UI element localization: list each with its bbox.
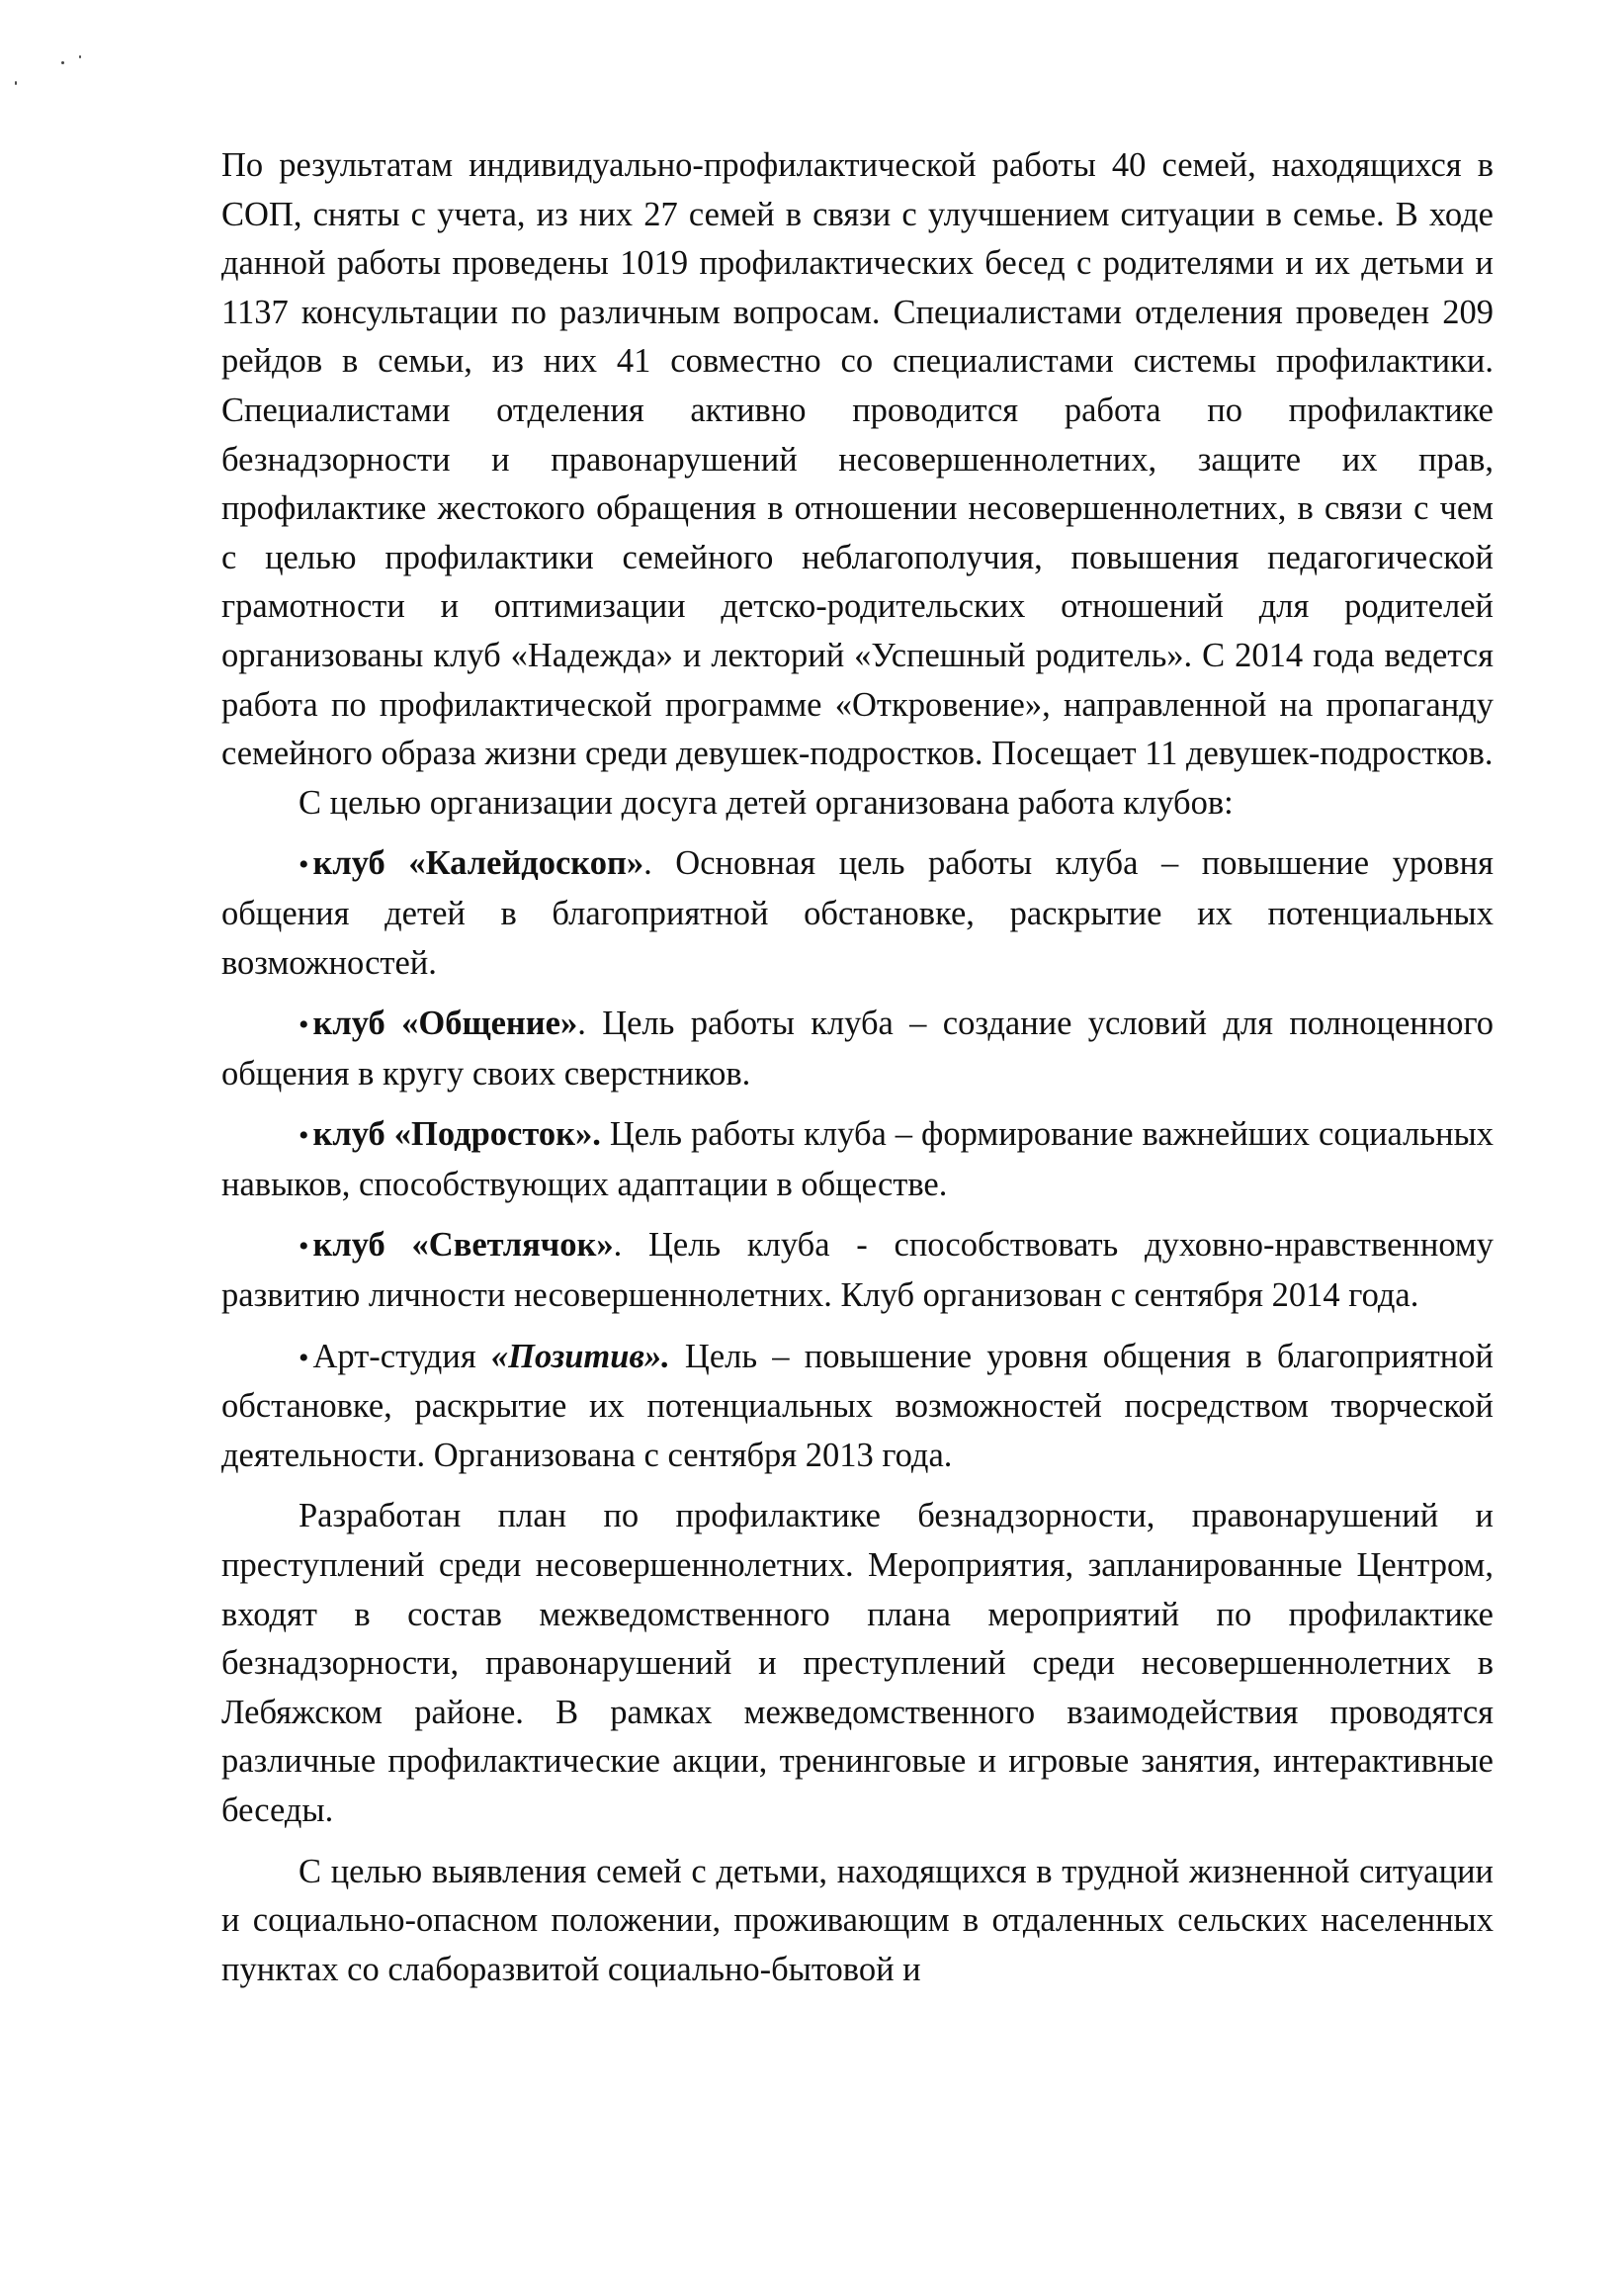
club-item: [221, 839, 1494, 988]
club-name: «Светлячок»: [411, 1226, 614, 1265]
club-description: . Основная цель работы клуба – повышение уровня общения детей в благоприятной обстановке, раскрытие их потенциальных возможностей.: [221, 844, 1494, 982]
bullet-icon: •: [299, 1230, 309, 1264]
bullet-icon: •: [299, 1341, 309, 1374]
paragraph-prevention-plan: Разработан план по профилактике безнадзорности, правонарушений и преступлений среди несовершеннолетних. Мероприятия, запланированные Центром, входят в состав межведомственного плана мероприятий по профилактике безнадзорности, правонарушений и преступлений среди несовершеннолетних в Лебяжском районе. В рамках межведомственного взаимодействия проводятся различные профилактические акции, тренинговые и игровые занятия, интерактивные беседы.: [221, 1497, 1494, 1829]
bullet-icon: •: [299, 1008, 309, 1042]
scan-speck: [15, 81, 17, 85]
club-name: «Калейдоскоп»: [408, 844, 644, 883]
club-name: «Общение»: [401, 1005, 578, 1043]
paragraph-family-detection: С целью выявления семей с детьми, находящихся в трудной жизненной ситуации и социально-опасном положении, проживающим в отдаленных сельских населенных пунктах со слаборазвитой социально-бытовой и: [221, 1852, 1494, 1988]
studio-description: Цель – повышение уровня общения в благоприятной обстановке, раскрытие их потенциальных возможностей посредством творческой деятельности. Организована с сентября 2013 года.: [221, 1337, 1494, 1474]
studio-name: «Позитив».: [490, 1337, 670, 1375]
bullet-icon: •: [299, 848, 309, 882]
club-item: [221, 1000, 1494, 1098]
club-name: «Подросток».: [393, 1115, 601, 1154]
paragraph-clubs-intro: С целью организации досуга детей организована работа клубов:: [299, 783, 1234, 822]
studio-prefix: Арт-студия: [312, 1337, 491, 1375]
club-prefix: клуб: [312, 1005, 402, 1043]
document-page: [221, 141, 1494, 1994]
club-item: [221, 1221, 1494, 1320]
club-description: Цель работы клуба – формирование важнейших социальных навыков, способствующих адаптации в обществе.: [221, 1115, 1494, 1203]
club-prefix: клуб: [312, 844, 409, 883]
bullet-icon: •: [299, 1119, 309, 1153]
studio-item: [221, 1333, 1494, 1481]
club-description: . Цель работы клуба – создание условий для полноценного общения в кругу своих сверстников.: [221, 1005, 1494, 1093]
club-description: . Цель клуба - способствовать духовно-нравственному развитию личности несовершеннолетних. Клуб организован с сентября 2014 года.: [221, 1226, 1494, 1315]
paragraph-sop-results: По результатам индивидуально-профилактической работы 40 семей, находящихся в СОП, сняты с учета, из них 27 семей в связи с улучшением ситуации в семье. В ходе данной работы проведены 1019 профилактических бесед с родителями и их детьми и 1137 консультации по различным вопросам. Специалистами отделения проведен 209 рейдов в семьи, из них 41 совместно со специалистами системы профилактики. Специалистами отделения активно проводится работа по профилактике безнадзорности и правонарушений несовершеннолетних, защите их прав, профилактике жестокого обращения в отношении несовершеннолетних, в связи с чем с целью профилактики семейного неблагополучия, повышения педагогической грамотности и оптимизации детско-родительских отношений для родителей организованы клуб «Надежда» и лекторий «Успешный родитель». С 2014 года ведется работа по профилактической программе «Откровение», направленной на пропаганду семейного образа жизни среди девушек-подростков. Посещает 11 девушек-подростков.: [221, 146, 1494, 773]
club-prefix: клуб: [312, 1115, 394, 1154]
scan-speck: [79, 55, 81, 58]
club-item: [221, 1110, 1494, 1209]
scan-speck: [61, 61, 64, 64]
club-prefix: клуб: [312, 1226, 412, 1265]
